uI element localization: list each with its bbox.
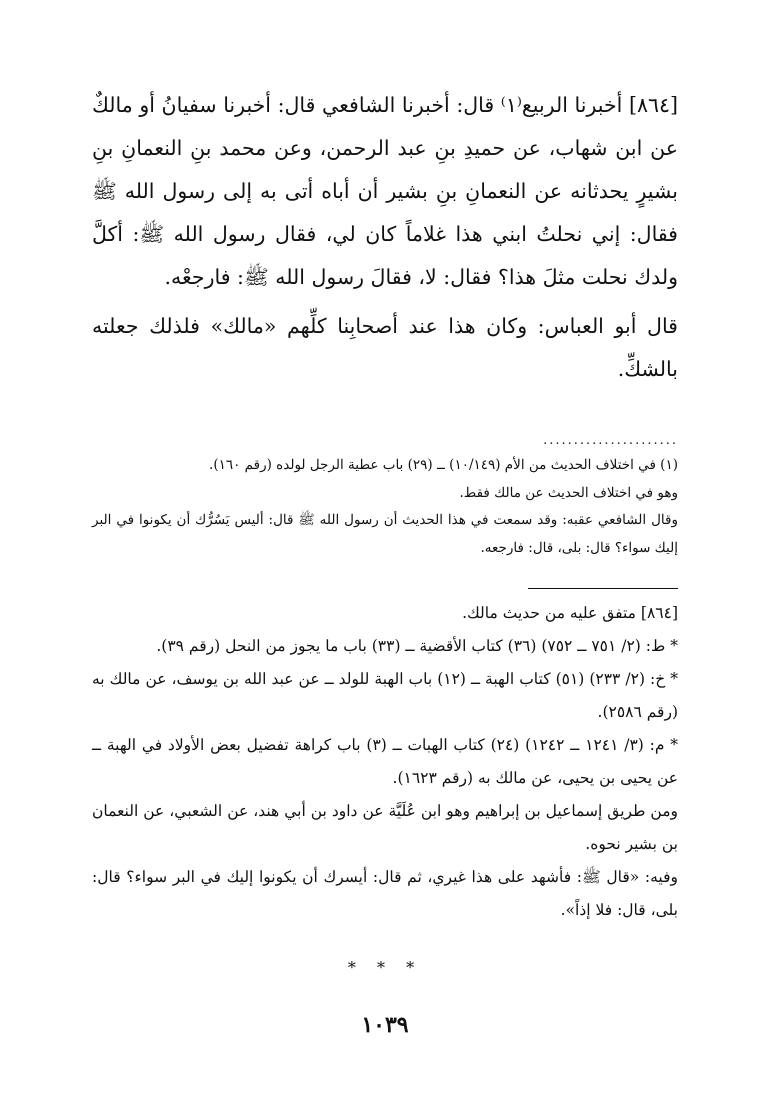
takhrij-section (92, 597, 678, 927)
takhrij-heading: [٨٦٤] متفق عليه من حديث مالك. (462, 604, 678, 622)
takhrij-muslim: * م: (٣/ ١٢٤١ ــ ١٢٤٢) (٢٤) كتاب الهبات ــ (٣) باب كراهة تفضيل بعض الأولاد في الهبة ــ عن يحيى بن يحيى، عن مالك به (رقم ١٦٢٣). (92, 736, 678, 787)
hadith-paragraph: [٨٦٤] أخبرنا الربيع⁽١⁾ قال: أخبرنا الشافعي قال: أخبرنا سفيانُ أو مالكٌ عن ابن شهاب، عن حميدِ بنِ عبد الرحمن، وعن محمد بنِ النعمانِ بنِ بشيرٍ يحدثانه عن النعمانِ بنِ بشير أن أباه أتى به إلى رسول الله ﷺ فقال: إني نحلتُ ابني هذا غلاماً كان لي، فقال رسول الله ﷺ: أكلَّ ولدك نحلت مثلَ هذا؟ فقال: لا، فقالَ رسول الله ﷺ: فارجعْه. (92, 93, 679, 289)
takhrij-wording: وفيه: «قال ﷺ: فأشهد على هذا غيري، ثم قال: أيسرك أن يكونوا إليك في البر سواء؟ قال: بلى، قال: فلا إذاً». (92, 868, 678, 919)
end-marker: * * * (347, 958, 423, 977)
comment-paragraph: قال أبو العباس: وكان هذا عند أصحابِنا كلِّهم «مالك» فلذلك جعلته بالشكِّ. (92, 314, 678, 381)
footnote-line-3: وقال الشافعي عقبه: وقد سمعت في هذا الحديث أن رسول الله ﷺ قال: أليس يَسُرُّك أن يكونوا في البر إليك سواء؟ قال: بلى، قال: فارجعه. (92, 512, 678, 556)
footnotes (92, 452, 678, 562)
takhrij-other-route: ومن طريق إسماعيل بن إبراهيم وهو ابن عُلَيَّة عن داود بن أبي هند، عن الشعبي، عن النعمان بن بشير نحوه. (92, 802, 678, 853)
main-text (92, 84, 678, 391)
footnote-line-2: وهو في اختلاف الحديث عن مالك فقط. (459, 484, 678, 501)
footnote-separator: ...................... (543, 433, 678, 448)
footnote-1: (١) في اختلاف الحديث من الأم (١٠/١٤٩) ــ (٢٩) باب عطية الرجل لولده (رقم ١٦٠). (209, 457, 678, 473)
takhrij-muwatta: * ط: (٢/ ٧٥١ ــ ٧٥٢) (٣٦) كتاب الأقضية ــ (٣٣) باب ما يجوز من النحل (رقم ٣٩). (156, 637, 678, 655)
page-number: ١٠٣٩ (361, 1012, 409, 1038)
takhrij-divider (528, 588, 678, 589)
takhrij-bukhari: * خ: (٢/ ٢٣٣) (٥١) كتاب الهبة ــ (١٢) باب الهبة للولد ــ عن عبد الله بن يوسف، عن مالك به (رقم ٢٥٨٦). (92, 670, 678, 721)
